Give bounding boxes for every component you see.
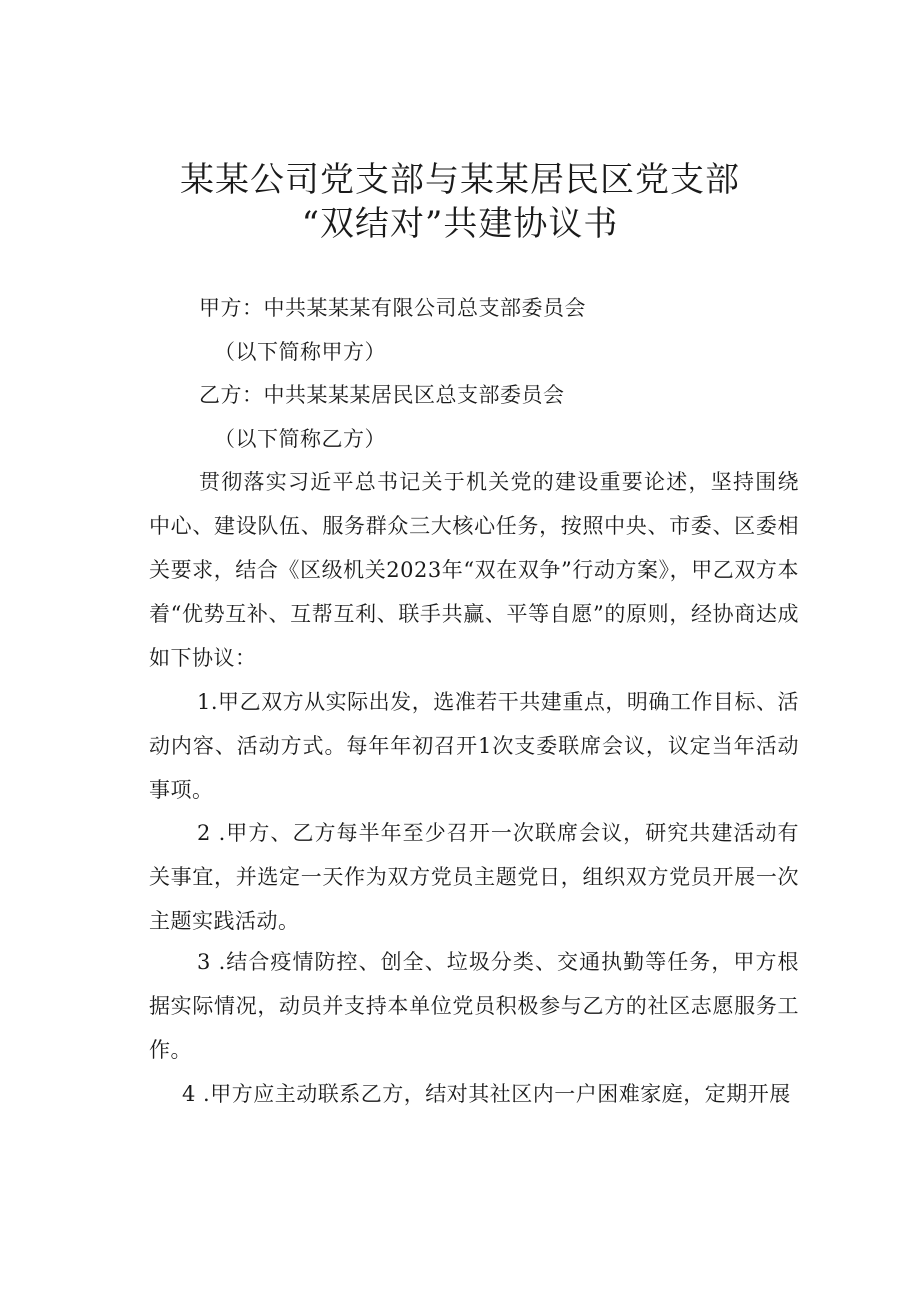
party-b-line: 乙方：中共某某某居民区总支部委员会 bbox=[199, 383, 565, 407]
clause-4: 4 .甲方应主动联系乙方，结对其社区内一户困难家庭，定期开展 bbox=[182, 1082, 791, 1106]
party-a-alias: （以下简称甲方） bbox=[214, 340, 386, 364]
document-title-line1: 某某公司党支部与某某居民区党支部 bbox=[180, 160, 740, 200]
intro-paragraph: 贯彻落实习近平总书记关于机关党的建设重要论述，坚持围绕中心、建设队伍、服务群众三大核心任务，按照中央、市委、区委相关要求，结合《区级机关2023年“双在双争”行动方案》，甲乙双方本着“优势互补、互帮互利、联手共赢、平等自愿”的原则，经协商达成如下协议： bbox=[149, 470, 799, 670]
clause-3: 3 .结合疫情防控、创全、垃圾分类、交通执勤等任务，甲方根据实际情况，动员并支持本单位党员积极参与乙方的社区志愿服务工作。 bbox=[149, 950, 799, 1062]
party-b-alias: （以下简称乙方） bbox=[214, 427, 386, 451]
clause-2: 2 .甲方、乙方每半年至少召开一次联席会议，研究共建活动有关事宜，并选定一天作为双方党员主题党日，组织双方党员开展一次主题实践活动。 bbox=[149, 821, 799, 933]
party-a-line: 甲方：中共某某某有限公司总支部委员会 bbox=[199, 296, 586, 320]
document-title-line2: “双结对”共建协议书 bbox=[301, 204, 619, 244]
clause-1: 1.甲乙双方从实际出发，选准若干共建重点，明确工作目标、活动内容、活动方式。每年年初召开1次支委联席会议，议定当年活动事项。 bbox=[149, 690, 799, 802]
